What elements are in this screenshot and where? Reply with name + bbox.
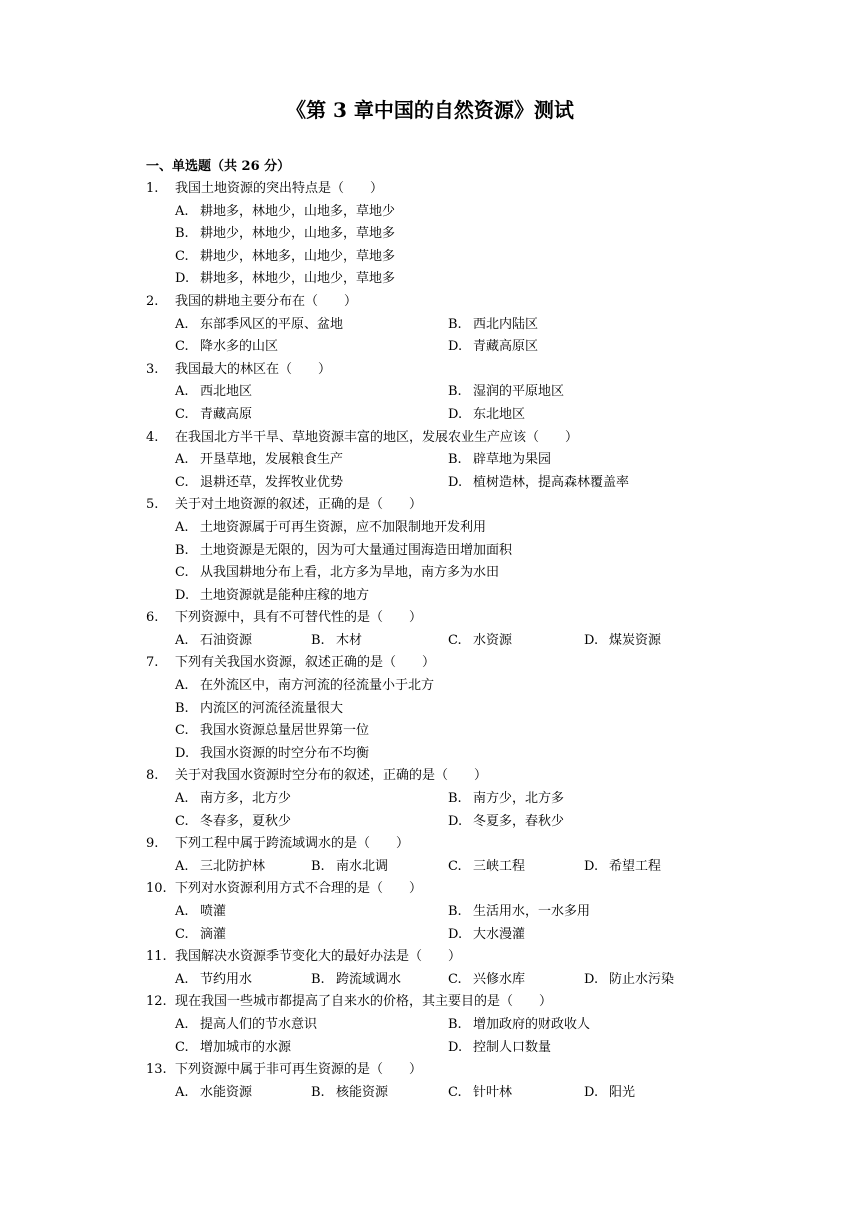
option-row (0, 675, 860, 698)
question-item (0, 946, 860, 991)
option-row (0, 585, 860, 608)
option-letter: A. (175, 971, 189, 987)
answer-option (175, 901, 226, 924)
option-text: 跨流域调水 (336, 971, 402, 987)
option-letter: A. (175, 452, 189, 468)
question-item (0, 833, 860, 878)
option-letter: C. (175, 926, 189, 942)
question-item (0, 494, 860, 607)
document-title: 《第 3 章中国的自然资源》测试 (286, 98, 574, 122)
answer-option (448, 314, 538, 337)
option-text: 三峡工程 (473, 858, 526, 874)
answer-option (175, 924, 226, 947)
option-letter: A. (175, 632, 189, 648)
question-stem-line (0, 946, 860, 969)
option-text: 水资源 (473, 632, 513, 648)
option-row (0, 788, 860, 811)
option-text: 青藏高原 (200, 406, 253, 422)
question-item (0, 427, 860, 495)
option-row (0, 404, 860, 427)
answer-option (448, 788, 564, 811)
question-number: 1. (146, 181, 159, 196)
option-text: 防止水污染 (609, 971, 675, 987)
option-letter: A. (175, 519, 189, 535)
question-stem-line (0, 427, 860, 450)
option-row (0, 1014, 860, 1037)
question-item (0, 607, 860, 652)
option-text: 控制人口数量 (473, 1039, 552, 1055)
question-number: 3. (146, 361, 159, 377)
question-stem-line (0, 291, 860, 314)
option-letter: D. (448, 474, 463, 490)
option-row (0, 336, 860, 359)
option-text: 滴灌 (200, 926, 227, 942)
answer-option (448, 856, 525, 879)
option-row (0, 811, 860, 834)
question-item (0, 178, 860, 291)
question-stem: 下列资源中属于非可再生资源的是（ ） (175, 1062, 423, 1078)
option-text: 三北防护林 (200, 858, 266, 874)
answer-option (448, 1014, 590, 1037)
option-text: 希望工程 (609, 858, 662, 874)
option-text: 湿润的平原地区 (473, 384, 565, 400)
answer-option (175, 314, 343, 337)
question-stem-line (0, 652, 860, 675)
question-item (0, 359, 860, 427)
answer-option (175, 268, 395, 291)
question-stem-line (0, 178, 860, 201)
question-stem: 我国土地资源的突出特点是（ ） (175, 181, 384, 196)
option-text: 大水漫灌 (473, 926, 526, 942)
option-text: 煤炭资源 (609, 632, 662, 648)
option-letter: B. (311, 1084, 325, 1100)
answer-option (448, 1037, 551, 1060)
option-letter: B. (448, 904, 462, 919)
option-text: 冬夏多，春秋少 (473, 813, 565, 829)
option-text: 提高人们的节水意识 (200, 1016, 318, 1032)
option-letter: B. (448, 1016, 462, 1032)
question-number: 10. (146, 881, 167, 897)
option-letter: B. (448, 452, 462, 468)
option-letter: A. (175, 384, 189, 400)
answer-option (311, 1082, 388, 1105)
option-letter: C. (448, 971, 462, 987)
option-row (0, 1082, 860, 1105)
option-letter: C. (175, 339, 189, 355)
option-text: 耕地少，林地少，山地多，草地多 (200, 226, 396, 242)
answer-option (448, 924, 525, 947)
answer-option (175, 856, 265, 879)
answer-option (175, 585, 369, 608)
option-letter: C. (448, 858, 462, 874)
question-number: 11. (146, 949, 167, 965)
question-item (0, 991, 860, 1059)
question-number: 13. (146, 1062, 167, 1078)
question-number: 5. (146, 497, 159, 513)
option-row (0, 381, 860, 404)
question-number: 8. (146, 768, 159, 784)
option-text: 青藏高原区 (473, 339, 539, 355)
option-row (0, 472, 860, 495)
option-row (0, 1037, 860, 1060)
option-row (0, 969, 860, 992)
answer-option (448, 336, 538, 359)
answer-option (175, 472, 343, 495)
answer-option (175, 517, 486, 540)
option-text: 针叶林 (473, 1084, 513, 1100)
option-text: 阳光 (609, 1084, 636, 1100)
option-row (0, 268, 860, 291)
question-item (0, 652, 860, 765)
option-letter: C. (175, 248, 189, 264)
question-stem-line (0, 607, 860, 630)
option-letter: B. (311, 971, 325, 987)
option-letter: B. (175, 226, 189, 242)
option-letter: A. (175, 791, 189, 807)
option-row (0, 698, 860, 721)
option-letter: B. (448, 384, 462, 400)
answer-option (175, 743, 369, 766)
answer-option (175, 562, 499, 585)
question-stem-line (0, 991, 860, 1014)
option-row (0, 201, 860, 224)
option-letter: C. (448, 1084, 462, 1100)
option-text: 内流区的河流径流量很大 (200, 700, 344, 716)
answer-option (175, 540, 512, 563)
option-text: 核能资源 (336, 1084, 389, 1100)
answer-option (448, 901, 590, 924)
option-text: 耕地多，林地少，山地多，草地少 (200, 203, 396, 219)
option-letter: B. (175, 700, 189, 716)
option-text: 植树造林，提高森林覆盖率 (473, 474, 630, 490)
option-letter: C. (175, 565, 189, 581)
option-text: 增加城市的水源 (200, 1039, 292, 1055)
option-row (0, 630, 860, 653)
option-row (0, 449, 860, 472)
option-row (0, 901, 860, 924)
option-text: 南方少，北方多 (473, 791, 565, 807)
question-stem-line (0, 494, 860, 517)
option-letter: D. (584, 632, 599, 648)
option-letter: B. (311, 632, 325, 648)
option-text: 增加政府的财政收人 (473, 1016, 591, 1032)
option-text: 生活用水，一水多用 (473, 904, 591, 919)
answer-option (175, 1082, 252, 1105)
option-row (0, 720, 860, 743)
option-text: 西北内陆区 (473, 316, 539, 332)
option-text: 耕地多，林地少，山地少，草地多 (200, 271, 396, 287)
answer-option (311, 630, 362, 653)
question-stem: 关于对我国水资源时空分布的叙述，正确的是（ ） (175, 768, 488, 784)
option-letter: B. (175, 542, 189, 558)
answer-option (175, 404, 252, 427)
option-text: 节约用水 (200, 971, 253, 987)
answer-option (584, 1082, 635, 1105)
question-number: 7. (146, 655, 159, 671)
option-text: 冬春多，夏秋少 (200, 813, 292, 829)
option-letter: B. (448, 791, 462, 807)
option-letter: A. (175, 1084, 189, 1100)
option-letter: C. (175, 723, 189, 739)
option-text: 我国水资源总量居世界第一位 (200, 723, 370, 739)
answer-option (175, 1014, 317, 1037)
option-letter: A. (175, 1016, 189, 1032)
option-text: 喷灌 (200, 904, 227, 919)
question-list (0, 178, 860, 1104)
answer-option (584, 856, 661, 879)
option-letter: D. (448, 1039, 463, 1055)
option-letter: C. (448, 632, 462, 648)
question-stem: 在我国北方半干旱、草地资源丰富的地区，发展农业生产应该（ ） (175, 429, 579, 445)
answer-option (175, 698, 343, 721)
question-item (0, 878, 860, 946)
question-stem-line (0, 765, 860, 788)
section-heading: 一、单选题（共 26 分） (146, 159, 291, 174)
question-stem: 下列工程中属于跨流域调水的是（ ） (175, 836, 410, 852)
option-text: 从我国耕地分布上看，北方多为旱地，南方多为水田 (200, 565, 500, 581)
answer-option (175, 720, 369, 743)
question-stem-line (0, 359, 860, 382)
option-letter: A. (175, 316, 189, 332)
option-row (0, 924, 860, 947)
option-text: 我国水资源的时空分布不均衡 (200, 745, 370, 761)
answer-option (448, 472, 629, 495)
answer-option (175, 336, 278, 359)
option-text: 开垦草地，发展粮食生产 (200, 452, 344, 468)
question-stem-line (0, 878, 860, 901)
question-stem: 下列对水资源利用方式不合理的是（ ） (175, 881, 423, 897)
option-text: 在外流区中，南方河流的径流量小于北方 (200, 678, 435, 694)
question-item (0, 765, 860, 833)
answer-option (175, 675, 434, 698)
answer-option (175, 969, 252, 992)
option-letter: B. (448, 316, 462, 332)
option-text: 耕地少，林地多，山地少，草地多 (200, 248, 396, 264)
question-number: 4. (146, 429, 159, 445)
option-row (0, 517, 860, 540)
option-text: 兴修水库 (473, 971, 526, 987)
question-item (0, 1059, 860, 1104)
option-letter: B. (311, 858, 325, 874)
answer-option (448, 1082, 512, 1105)
question-stem: 现在我国一些城市都提高了自来水的价格，其主要目的是（ ） (175, 994, 553, 1010)
option-text: 西北地区 (200, 384, 253, 400)
option-text: 木材 (336, 632, 363, 648)
option-text: 退耕还草，发挥牧业优势 (200, 474, 344, 490)
question-number: 12. (146, 994, 167, 1010)
option-letter: A. (175, 904, 189, 919)
option-row (0, 562, 860, 585)
option-row (0, 743, 860, 766)
question-item (0, 291, 860, 359)
option-text: 土地资源属于可再生资源，应不加限制地开发利用 (200, 519, 487, 535)
option-letter: C. (175, 406, 189, 422)
question-stem: 我国的耕地主要分布在（ ） (175, 293, 358, 309)
answer-option (584, 630, 661, 653)
answer-option (175, 201, 395, 224)
option-letter: D. (175, 587, 190, 603)
option-text: 降水多的山区 (200, 339, 279, 355)
answer-option (448, 381, 564, 404)
answer-option (175, 1037, 291, 1060)
option-text: 东北地区 (473, 406, 526, 422)
option-row (0, 856, 860, 879)
option-text: 南方多，北方少 (200, 791, 292, 807)
question-stem-line (0, 833, 860, 856)
option-text: 土地资源就是能种庄稼的地方 (200, 587, 370, 603)
option-letter: D. (448, 339, 463, 355)
answer-option (584, 969, 674, 992)
option-text: 石油资源 (200, 632, 253, 648)
option-letter: C. (175, 813, 189, 829)
option-letter: D. (175, 745, 190, 761)
option-letter: C. (175, 474, 189, 490)
option-letter: D. (584, 1084, 599, 1100)
answer-option (448, 449, 551, 472)
question-number: 9. (146, 836, 159, 852)
answer-option (448, 969, 525, 992)
option-text: 南水北调 (336, 858, 389, 874)
answer-option (175, 788, 291, 811)
answer-option (175, 449, 343, 472)
option-letter: A. (175, 858, 189, 874)
option-letter: C. (175, 1039, 189, 1055)
answer-option (175, 246, 395, 269)
question-stem: 下列有关我国水资源，叙述正确的是（ ） (175, 655, 436, 671)
option-letter: D. (448, 406, 463, 422)
option-letter: D. (175, 271, 190, 287)
option-row (0, 540, 860, 563)
question-stem: 关于对土地资源的叙述，正确的是（ ） (175, 497, 423, 513)
option-letter: D. (584, 971, 599, 987)
answer-option (448, 811, 564, 834)
option-letter: A. (175, 203, 189, 219)
question-stem: 我国最大的林区在（ ） (175, 361, 332, 377)
answer-option (175, 630, 252, 653)
answer-option (175, 811, 291, 834)
answer-option (311, 856, 388, 879)
option-text: 土地资源是无限的，因为可大量通过围海造田增加面积 (200, 542, 513, 558)
question-stem-line (0, 1059, 860, 1082)
option-row (0, 223, 860, 246)
option-text: 水能资源 (200, 1084, 253, 1100)
question-number: 6. (146, 610, 159, 626)
option-row (0, 246, 860, 269)
option-text: 辟草地为果园 (473, 452, 552, 468)
answer-option (175, 381, 252, 404)
option-letter: D. (448, 926, 463, 942)
question-number: 2. (146, 293, 159, 309)
option-letter: D. (584, 858, 599, 874)
answer-option (448, 404, 525, 427)
answer-option (175, 223, 395, 246)
question-stem: 下列资源中，具有不可替代性的是（ ） (175, 610, 423, 626)
option-row (0, 314, 860, 337)
answer-option (448, 630, 512, 653)
question-stem: 我国解决水资源季节变化大的最好办法是（ ） (175, 949, 462, 965)
answer-option (311, 969, 401, 992)
option-letter: D. (448, 813, 463, 829)
option-text: 东部季风区的平原、盆地 (200, 316, 344, 332)
option-letter: A. (175, 678, 189, 694)
